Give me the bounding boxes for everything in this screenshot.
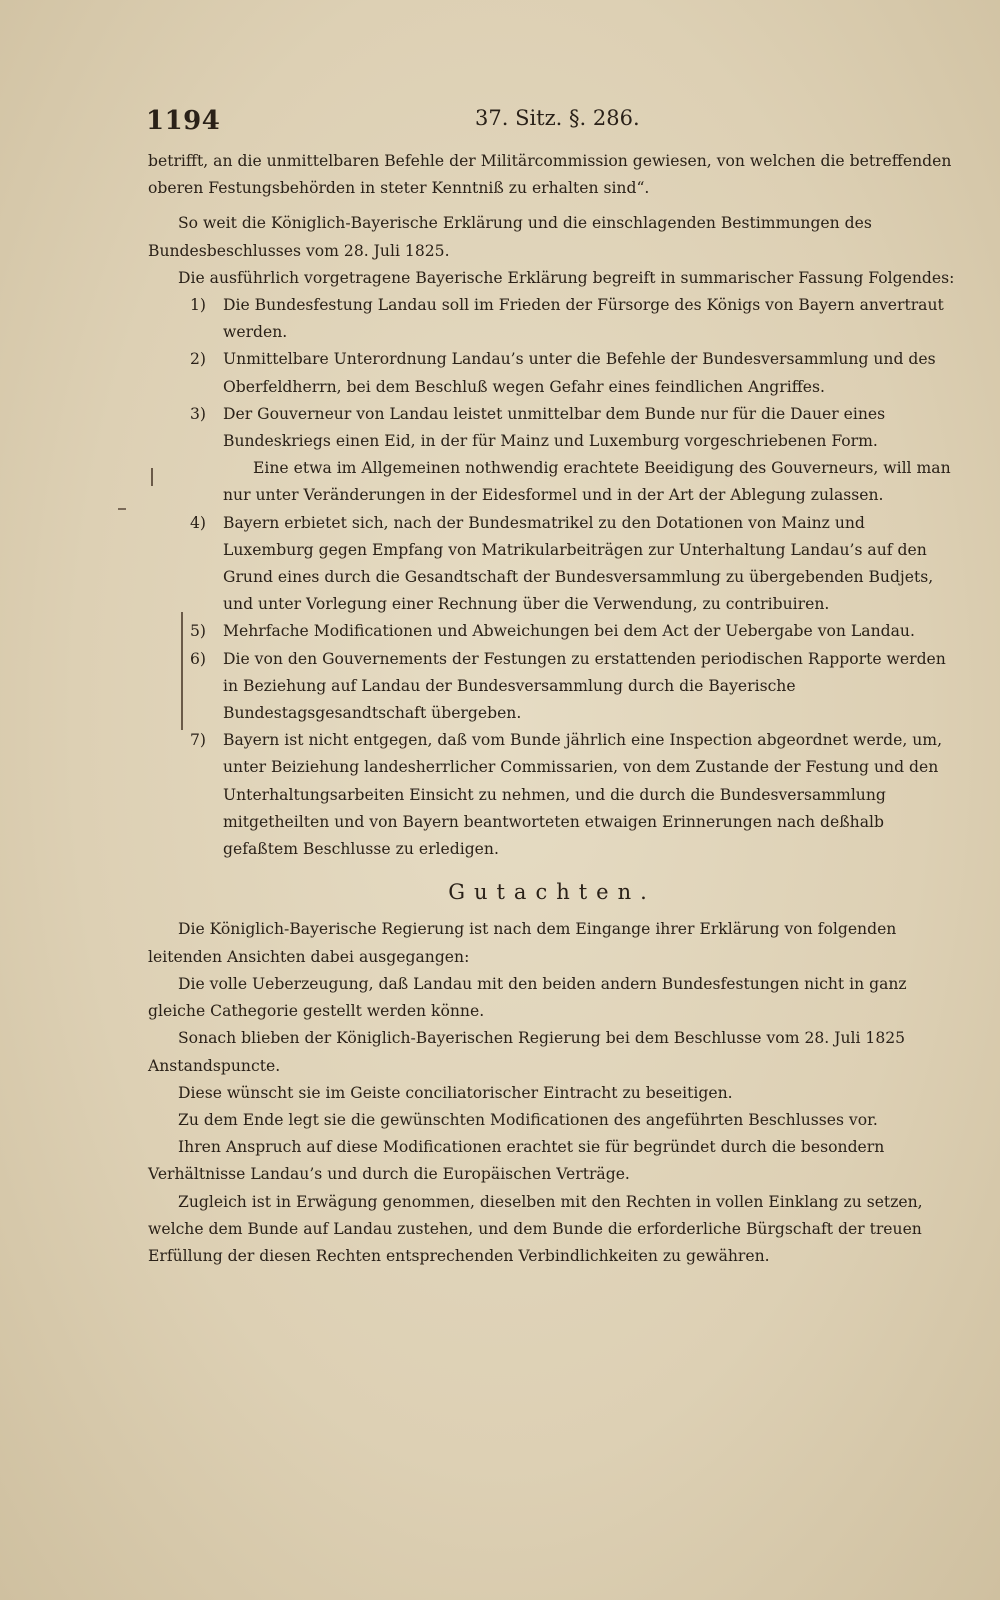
list-item-number: 1) [190,296,207,315]
summary-intro: Die ausführlich vorgetragene Bayerische Erklärung begreift in summarischer Fassung Folgendes: [178,268,955,287]
list-item-text: Bayern ist nicht entgegen, daß vom Bunde jährlich eine Inspection abgeordnet werde, um, unter Beiziehung landesherrlicher Commissarien, von dem Zustande der Festung und den Unterhaltungsarbeiten Einsicht zu nehmen, und die durch die Bundesversammlung mitgetheilten und von Bayern beantworteten etwaigen Erinnerungen nach deßhalb gefaßtem Beschlusse zu erledigen. [223,731,943,859]
gutachten-paragraph: Ihren Anspruch auf diese Modificationen erachtet sie für begründet durch die besondern Verhältnisse Landau’s und durch die Europäischen Verträge. [148,1138,885,1184]
list-item [148,292,956,346]
list-item-number: 7) [190,731,207,750]
opening-paragraph: betrifft, an die unmittelbaren Befehle der Militärcommission gewiesen, von welchen die betreffenden oberen Festungsbehörden in steter Kenntniß zu erhalten sind“. [148,152,952,198]
list-item-number: 3) [190,404,207,423]
list-item [148,646,956,728]
list-item-text: Bayern erbietet sich, nach der Bundesmatrikel zu den Dotationen von Mainz und Luxemburg gegen Empfang von Matrikularbeiträgen zur Unterhaltung Landau’s auf den Grund eines durch die Gesandtschaft der Bundesversammlung zu übergebenden Budjets, und unter Vorlegung einer Rechnung über die Verwendung, zu contribuiren. [223,513,934,614]
list-item-number: 2) [190,350,207,369]
gutachten-paragraph: Zu dem Ende legt sie die gewünschten Modificationen des angeführten Beschlusses vor. [178,1110,878,1129]
gutachten-paragraph: Die Königlich-Bayerische Regierung ist nach dem Eingange ihrer Erklärung von folgenden leitenden Ansichten dabei ausgegangen: [148,920,897,966]
list-item [148,618,956,645]
section-title-gutachten: Gutachten. [448,880,656,905]
gutachten-paragraph: Diese wünscht sie im Geiste conciliatorischer Eintracht zu beseitigen. [178,1083,733,1102]
item-3-continuation: Eine etwa im Allgemeinen nothwendig erachtete Beeidigung des Gouverneurs, will man nur unter Veränderungen in der Eidesformel und in der Art der Ablegung zulassen. [223,459,951,505]
list-item-number: 5) [190,622,207,641]
list-item-text: Unmittelbare Unterordnung Landau’s unter die Befehle der Bundesversammlung und des Oberfeldherrn, bei dem Beschluß wegen Gefahr eines feindlichen Angriffes. [223,350,936,396]
list-item [148,727,956,863]
list-item-text: Die von den Gouvernements der Festungen zu erstattenden periodischen Rapporte werden in Beziehung auf Landau der Bundesversammlung durch die Bayerische Bundestagsgesandtschaft übergeben. [223,649,946,723]
list-item-text: Der Gouverneur von Landau leistet unmittelbar dem Bunde nur für die Dauer eines Bundeskriegs einen Eid, in der für Mainz und Luxemburg vorgeschriebenen Form. [223,404,886,451]
list-item-number: 6) [190,649,207,668]
gutachten-paragraph: Die volle Ueberzeugung, daß Landau mit den beiden andern Bundesfestungen nicht in ganz gleiche Cathegorie gestellt werden könne. [148,974,907,1021]
page-number: 1194 [146,106,221,136]
gutachten-paragraph: Sonach blieben der Königlich-Bayerischen Regierung bei dem Beschlusse vom 28. Juli 1825 Anstandspuncte. [148,1029,906,1075]
margin-dash-mark [118,508,126,510]
list-item [148,346,956,400]
page-header [140,98,952,138]
list-item-number: 4) [190,513,207,532]
list-item [148,510,956,619]
list-item-text: Mehrfache Modificationen und Abweichungen bei dem Act der Uebergabe von Landau. [223,622,915,641]
running-head: 37. Sitz. §. 286. [475,106,640,130]
list-item [148,401,956,455]
page-body [148,148,956,1270]
so-weit-paragraph: So weit die Königlich-Bayerische Erklärung und die einschlagenden Bestimmungen des Bundesbeschlusses vom 28. Juli 1825. [148,214,872,260]
gutachten-paragraph: Zugleich ist in Erwägung genommen, dieselben mit den Rechten in vollen Einklang zu setzen, welche dem Bunde auf Landau zustehen, und dem Bunde die erforderliche Bürgschaft der treuen Erfüllung der diesen Rechten entsprechenden Verbindlichkeiten zu gewähren. [148,1192,923,1265]
list-item-text: Die Bundesfestung Landau soll im Frieden der Fürsorge des Königs von Bayern anvertraut werden. [223,296,944,342]
